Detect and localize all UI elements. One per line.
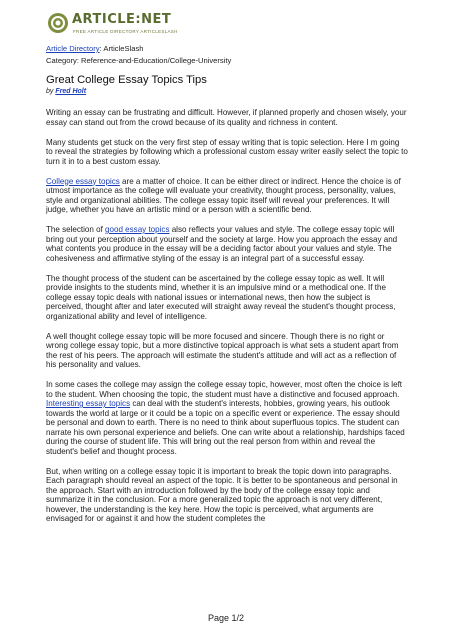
paragraph-6: A well thought college essay topic will be more focused and sincere. Though there is no right or wrong college essay topic, but a more distinctive topical approach is what sets a student apart from the rest of his peers. The approach will estimate the student's attitude and will act as a reflection of his personality and values. — [46, 331, 399, 369]
paragraph-3 — [46, 177, 408, 215]
paragraph-8: But, when writing on a college essay topic it is important to break the topic down into paragraphs. Each paragraph should reveal an aspect of the topic. It is better to be spontaneous and personal in the approach. Start with an introduction followed by the body of the college essay topic and summarize it in the conclusion. For a more generalized topic the approach is not very different, however, the understanding is the key here. How the topic is perceived, what arguments are envisaged for or against it and how the student completes the — [46, 466, 398, 523]
category-label: Category: — [46, 56, 82, 65]
paragraph-4-text: also reflects your values and style. The college essay topic will bring out your perception about yourself and the society at large. How you approach the essay and what contents you produce in the essay will be a deciding factor about your values and style. The cohesiveness and affirmative styling of the essay is an integral part of a successful essay. — [46, 225, 398, 263]
byline-prefix: by — [46, 88, 56, 95]
paragraph-5: The thought process of the student can be ascertained by the college essay topic as well. It will provide insights to the students mind, whether it is an impulsive mind or a methodical one. If the college essay topic deals with national issues or international news, then how the subject is perceived, thought after and later executed will straight away reveal the student's thought process, organizational ability and level of intelligence. — [46, 273, 396, 321]
paragraph-7-lead: In some cases the college may assign the college essay topic, however, most often the choice is left to the student. When choosing the topic, the student must have a distinctive and focused approach. — [46, 380, 403, 399]
article-directory-link[interactable]: Article Directory — [46, 44, 100, 53]
directory-value: : ArticleSlash — [99, 44, 144, 53]
paragraph-7 — [46, 380, 408, 456]
directory-line — [46, 44, 144, 53]
interesting-essay-topics-link[interactable]: Interesting essay topics — [46, 399, 131, 408]
paragraph-4 — [46, 225, 408, 263]
paragraph-7-text: can deal with the student's interests, hobbies, growing years, his outlook towards the world at large or it could be a topic on a specific event or experience. The essay should be personal and down to earth. There is no need to think about superfluous topics. The student can narrate his own personal experience and beliefs. One can write about a relationship, hardships faced during the course of student life. This will bring out the real person from within and reveal the student's belief and thought process. — [46, 399, 405, 456]
good-essay-topics-link[interactable]: good essay topics — [105, 225, 170, 234]
author-link[interactable]: Fred Holt — [55, 88, 87, 95]
byline — [46, 88, 86, 95]
logo-tagline: FREE ARTICLE DIRECTORY ARTICLESLASH — [73, 29, 178, 34]
category-value: Reference-and-Education/College-University — [81, 56, 232, 65]
paragraph-1: Writing an essay can be frustrating and difficult. However, if planned properly and chosen wisely, your essay can stand out from the crowd because of its quality and richness in content. — [46, 108, 407, 127]
article-body — [46, 108, 408, 534]
paragraph-4-lead: The selection of — [46, 225, 106, 234]
paragraph-3-text: are a matter of choice. It can be either direct or indirect. Hence the choice is of utmost importance as the college will evaluate your creativity, thought process, personality, values, style and organizational abilities. The college essay topic itself will reveal your preferences. It will judge, whether you have an artistic mind or a person with a scientific bend. — [46, 176, 401, 214]
paragraph-2: Many students get stuck on the very first step of essay writing that is topic selection. Here I m going to reveal the strategies by following which a professional custom essay writer easily select the topic to turn it in to a best custom essay. — [46, 137, 408, 166]
college-essay-topics-link[interactable]: College essay topics — [46, 176, 120, 186]
logo-globe-icon — [46, 11, 70, 35]
page-number: Page 1/2 — [207, 613, 245, 623]
category-line — [46, 56, 231, 65]
logo-text: ARTICLE:NET — [72, 12, 172, 27]
article-title: Great College Essay Topics Tips — [46, 74, 207, 86]
site-logo[interactable] — [46, 8, 186, 38]
